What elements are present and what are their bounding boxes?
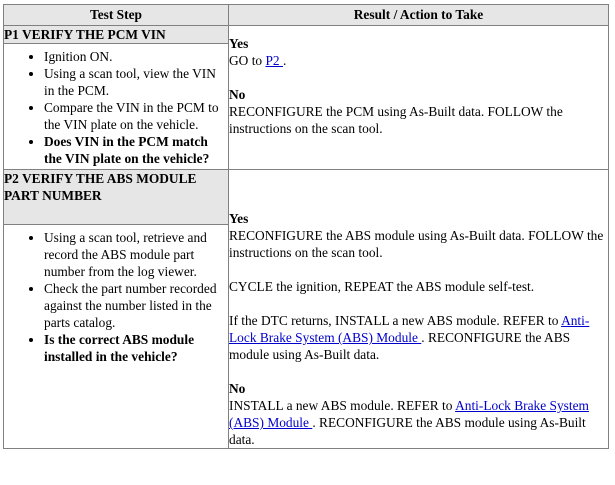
abs-module-link[interactable]: Anti-Lock Brake System (ABS) Module <box>229 313 590 345</box>
p2-yes-label: Yes <box>229 211 249 226</box>
p2-yes-text-2: CYCLE the ignition, REPEAT the ABS module self-test. <box>229 279 535 294</box>
p1-yes-text <box>229 52 608 69</box>
list-item: • Using a scan tool, view the VIN in the PCM. <box>44 65 224 99</box>
p1-yes-block <box>229 35 608 69</box>
p2-yes-block <box>229 210 608 363</box>
step-p2-title-row <box>4 170 609 225</box>
p2-no-block <box>229 380 608 448</box>
p1-yes-label: Yes <box>229 36 249 51</box>
abs-module-link[interactable]: Anti-Lock Brake System (ABS) Module <box>229 398 589 430</box>
step-p2-result <box>229 170 609 449</box>
step-p1-result <box>229 26 609 170</box>
step-p2-list <box>4 225 228 367</box>
p2-yes-text-3-pre: If the DTC returns, INSTALL a new ABS module. REFER to <box>229 313 562 328</box>
step-p2-title: P2 VERIFY THE ABS MODULE PART NUMBER <box>4 170 229 225</box>
header-test-step: Test Step <box>4 5 229 26</box>
p1-no-block <box>229 86 608 137</box>
header-row <box>4 5 609 26</box>
step-p1-body <box>4 44 229 170</box>
step-p1-title-row <box>4 26 609 44</box>
p2-no-text <box>229 397 608 448</box>
p2-link[interactable]: P2 <box>265 53 283 68</box>
header-result-action: Result / Action to Take <box>229 5 609 26</box>
p2-no-label: No <box>229 381 246 396</box>
p2-yes-text-1: RECONFIGURE the ABS module using As-Built data. FOLLOW the instructions on the scan tool. <box>229 228 604 260</box>
p2-yes-text-3-post: . RECONFIGURE the ABS module using As-Built data. <box>229 330 571 362</box>
list-item: • Using a scan tool, retrieve and record the ABS module part number from the log viewer. <box>44 229 224 280</box>
diagnostic-test-table <box>3 4 609 449</box>
p2-yes-text-3 <box>229 312 608 363</box>
step-p1-title: P1 VERIFY THE PCM VIN <box>4 26 229 44</box>
p2-no-text-post: . RECONFIGURE the ABS module using As-Built data. <box>229 415 586 447</box>
p1-yes-text-pre: GO to <box>229 53 266 68</box>
list-item: • Check the part number recorded against the number listed in the parts catalog. <box>44 280 224 331</box>
p2-no-text-pre: INSTALL a new ABS module. REFER to <box>229 398 456 413</box>
p1-yes-text-post: . <box>282 53 287 68</box>
step-p1-list <box>4 44 228 169</box>
list-item-question: • Does VIN in the PCM match the VIN plate on the vehicle? <box>44 133 224 167</box>
list-item: • Compare the VIN in the PCM to the VIN plate on the vehicle. <box>44 99 224 133</box>
step-p2-body <box>4 224 229 448</box>
p1-no-label: No <box>229 87 246 102</box>
list-item-question: • Is the correct ABS module installed in the vehicle? <box>44 331 224 365</box>
list-item: • Ignition ON. <box>44 48 224 65</box>
p1-no-text: RECONFIGURE the PCM using As-Built data. FOLLOW the instructions on the scan tool. <box>229 104 563 136</box>
